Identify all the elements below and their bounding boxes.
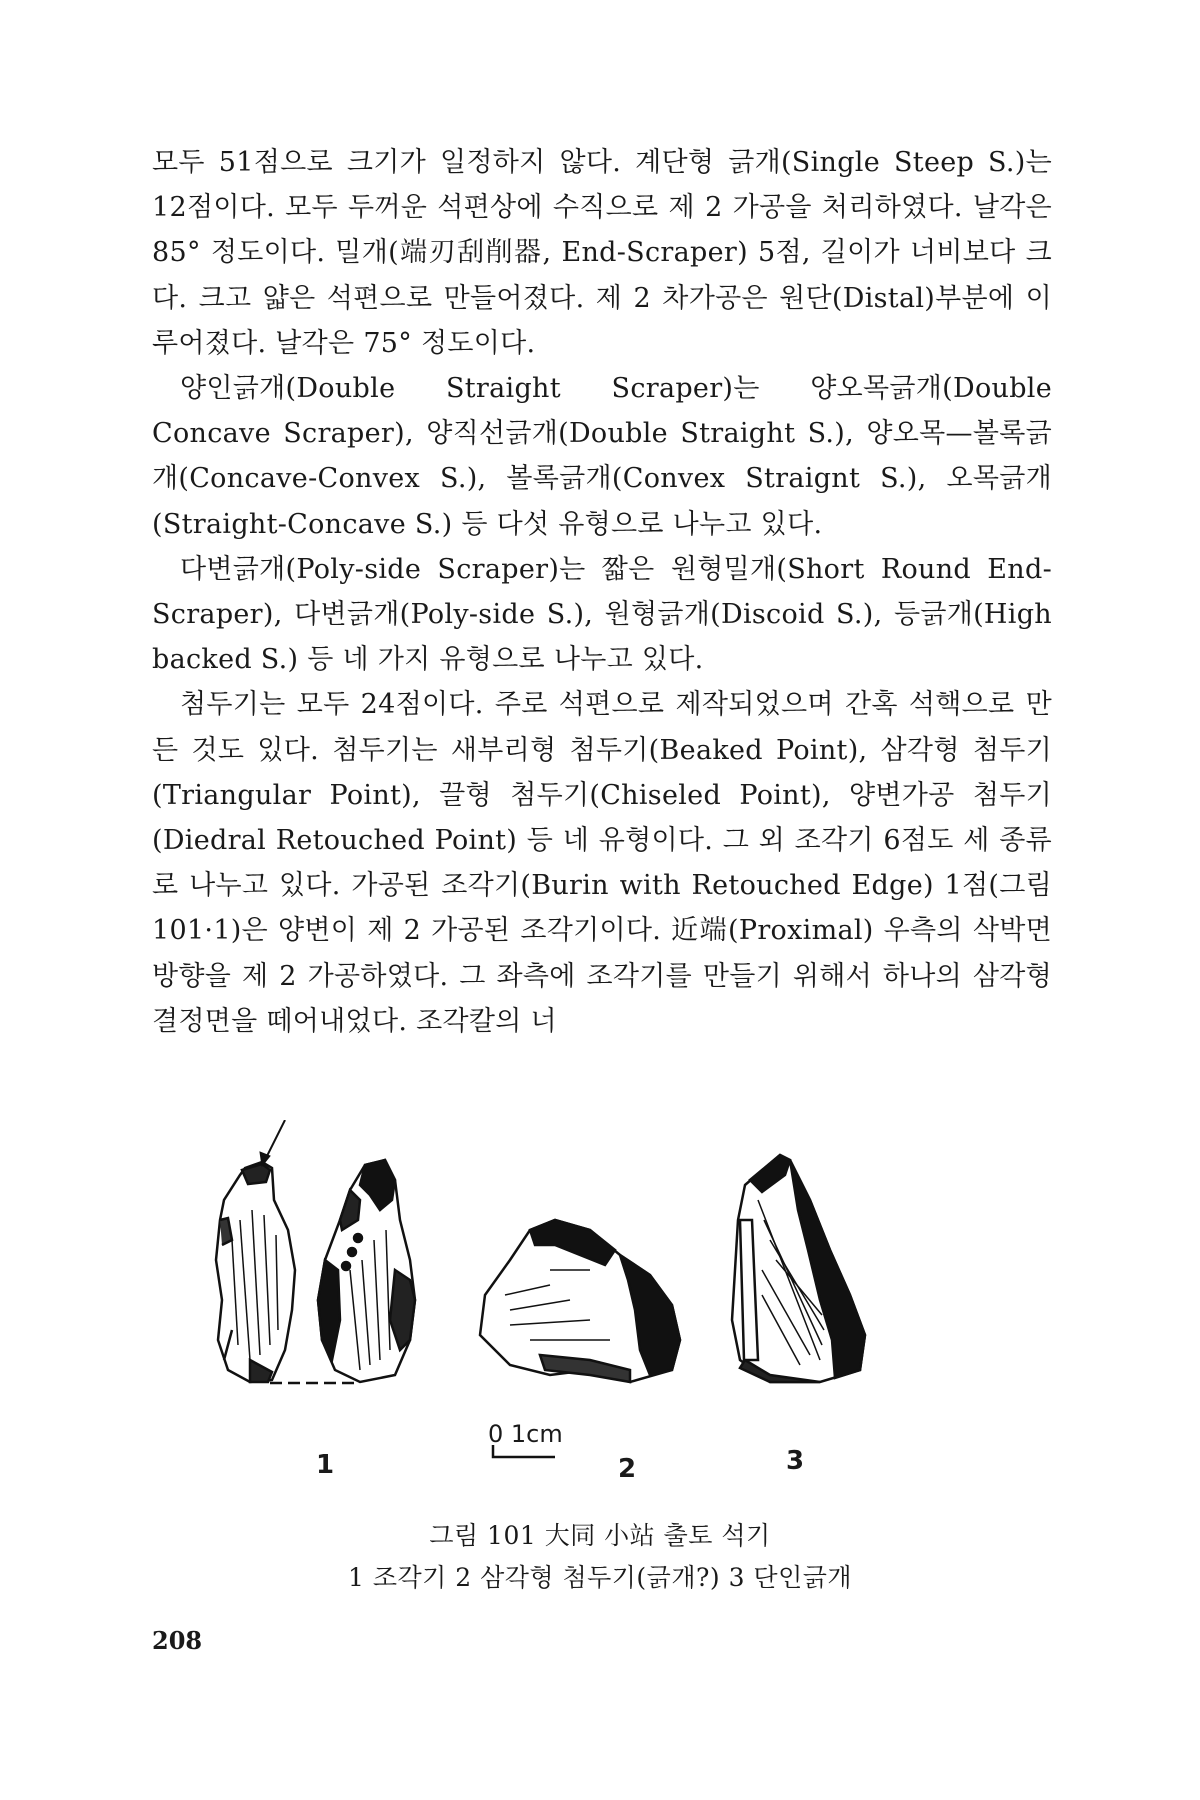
figure-label-1: 1 xyxy=(316,1450,335,1480)
artifact-1-right-view xyxy=(318,1160,415,1382)
figure-label-3: 3 xyxy=(786,1446,805,1476)
paragraph-2: 양인긁개(Double Straight Scraper)는 양오목긁개(Double Concave Scraper), 양직선긁개(Double Straight S.), 양오목—볼록긁개(Concave-Convex S.), 볼록긁개(Convex Straignt S.), 오목긁개(Straight-Concave S.) 등 다섯 유형으로 나누고 있다. xyxy=(152,373,1052,540)
paragraph-1: 모두 51점으로 크기가 일정하지 않다. 계단형 긁개(Single Steep S.)는 12점이다. 모두 두꺼운 석편상에 수직으로 제 2 가공을 처리하였다. 날각은 85° 정도이다. 밀개(端刃刮削器, End-Scraper) 5점, 길이가 너비보다 크다. 크고 얇은 석편으로 만들어졌다. 제 2 차가공은 원단(Distal)부분에 이루어졌다. 날각은 75° 정도이다. xyxy=(152,147,1052,359)
scale-bar-label: 0 1cm xyxy=(488,1420,563,1448)
figure-caption-title: 그림 101 大同 小站 출토 석기 xyxy=(429,1521,771,1550)
figure-label-2: 2 xyxy=(618,1454,637,1484)
artifact-3-drawing xyxy=(732,1155,865,1382)
artifact-drawings xyxy=(210,1120,990,1500)
paragraph-4: 첨두기는 모두 24점이다. 주로 석편으로 제작되었으며 간혹 석핵으로 만든 것도 있다. 첨두기는 새부리형 첨두기(Beaked Point), 삼각형 첨두기(Triangular Point), 끌형 첨두기(Chiseled Point), 양변가공 첨두기(Diedral Retouched Point) 등 네 유형이다. 그 외 조각기 6점도 세 종류로 나누고 있다. 가공된 조각기(Burin with Retouched Edge) 1점(그림 101·1)은 양변이 제 2 가공된 조각기이다. 近端(Proximal) 우측의 삭박면 방향을 제 2 가공하였다. 그 좌측에 조각기를 만들기 위해서 하나의 삼각형 결정면을 떼어내었다. 조각칼의 너 xyxy=(152,689,1052,1037)
artifact-1-left-view xyxy=(216,1162,295,1382)
stone-tool-figure xyxy=(210,1120,990,1500)
artifact-2-drawing xyxy=(480,1220,680,1382)
burin-blow-arrow xyxy=(260,1120,285,1166)
page-number: 208 xyxy=(152,1626,203,1655)
paragraph-3: 다변긁개(Poly-side Scraper)는 짧은 원형밀개(Short Round End-Scraper), 다변긁개(Poly-side S.), 원형긁개(Discoid S.), 등긁개(High backed S.) 등 네 가지 유형으로 나누고 있다. xyxy=(152,553,1052,676)
body-text xyxy=(152,140,1052,1044)
figure-caption-legend: 1 조각기 2 삼각형 첨두기(긁개?) 3 단인긁개 xyxy=(347,1563,853,1592)
